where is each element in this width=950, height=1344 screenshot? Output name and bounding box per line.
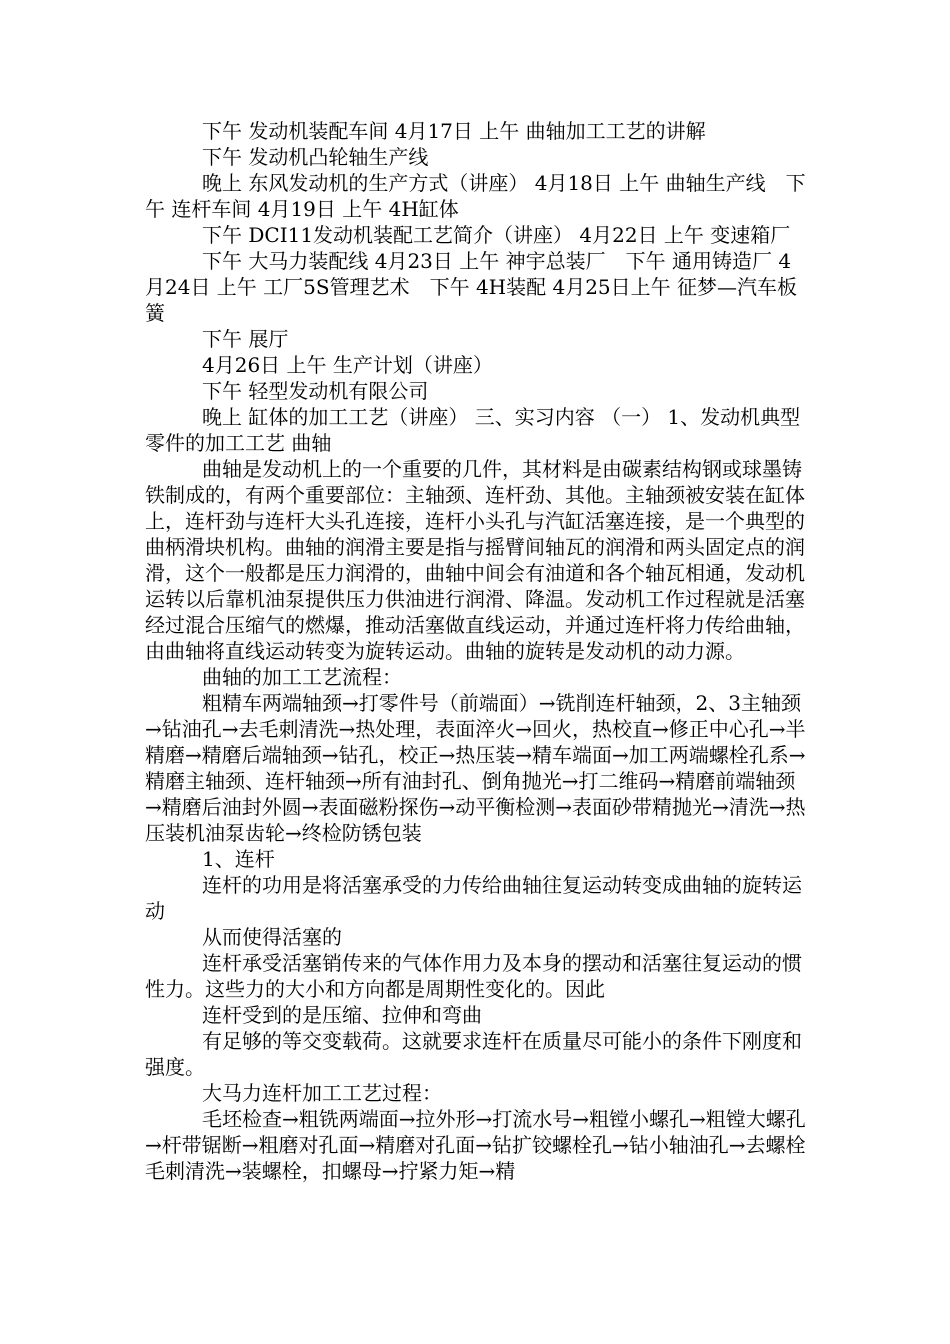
paragraph-light-engine: 下午 轻型发动机有限公司 xyxy=(202,379,429,403)
paragraph-rod-process-steps: 毛坯检查→粗铣两端面→拉外形→打流水号→粗镗小螺孔→粗镗大螺孔→杆带锯断→粗磨对孔面→精磨对孔面→钻扩铰螺栓孔→钻小轴油孔→去螺栓毛刺清洗→装螺栓，扣螺母→拧紧力矩→精 xyxy=(145,1107,806,1183)
paragraph-piston-note: 从而使得活塞的 xyxy=(202,925,342,949)
paragraph-connecting-rod-requirements: 有足够的等交变载荷。这就要求连杆在质量尽可能小的条件下刚度和强度。 xyxy=(145,1029,802,1079)
paragraph-showroom: 下午 展厅 xyxy=(202,327,289,351)
paragraph-schedule-apr17: 下午 发动机装配车间 4月17日 上午 曲轴加工工艺的讲解 xyxy=(202,119,706,143)
paragraph-schedule-apr23-25: 下午 大马力装配线 4月23日 上午 神宇总装厂 下午 通用铸造厂 4月24日 上午 工厂5S管理艺术 下午 4H装配 4月25日上午 征梦—汽车板簧 xyxy=(145,249,798,325)
paragraph-rod-process-title: 大马力连杆加工工艺过程： xyxy=(202,1081,442,1105)
paragraph-schedule-apr26: 4月26日 上午 生产计划（讲座） xyxy=(202,353,493,377)
paragraph-camshaft-line: 下午 发动机凸轮轴生产线 xyxy=(202,145,429,169)
paragraph-connecting-rod-forces: 连杆承受活塞销传来的气体作用力及本身的摆动和活塞往复运动的惯性力。这些力的大小和方向都是周期性变化的。因此 xyxy=(145,951,802,1001)
paragraph-section-heading: 晚上 缸体的加工工艺（讲座） 三、实习内容 （一） 1、发动机典型零件的加工工艺 曲轴 xyxy=(145,405,801,455)
paragraph-connecting-rod-function: 连杆的功用是将活塞承受的力传给曲轴往复运动转变成曲轴的旋转运动 xyxy=(145,873,802,923)
paragraph-crankshaft-description: 曲轴是发动机上的一个重要的几件，其材料是由碳素结构钢或球墨铸铁制成的，有两个重要部位：主轴颈、连杆劲、其他。主轴颈被安装在缸体上，连杆劲与连杆大头孔连接，连杆小头孔与汽缸活塞连接，是一个典型的曲柄滑块机构。曲轴的润滑主要是指与摇臂间轴瓦的润滑和两头固定点的润滑，这个一般都是压力润滑的，曲轴中间会有油道和各个轴瓦相通，发动机运转以后靠机油泵提供压力供油进行润滑、降温。发动机工作过程就是活塞经过混合压缩气的燃爆，推动活塞做直线运动，并通过连杆将力传给曲轴，由曲轴将直线运动转变为旋转运动。曲轴的旋转是发动机的动力源。 xyxy=(145,457,805,663)
paragraph-crankshaft-process-steps: 粗精车两端轴颈→打零件号（前端面）→铣削连杆轴颈，2、3主轴颈→钻油孔→去毛刺清洗→热处理，表面淬火→回火，热校直→修正中心孔→半精磨→精磨后端轴颈→钻孔，校正→热压装→精车端面→加工两端螺栓孔系→精磨主轴颈、连杆轴颈→所有油封孔、倒角抛光→打二维码→精磨前端轴颈→精磨后油封外圆→表面磁粉探伤→动平衡检测→表面砂带精抛光→清洗→热压装机油泵齿轮→终检防锈包装 xyxy=(145,691,806,845)
paragraph-connecting-rod-heading: 1、连杆 xyxy=(202,847,275,871)
paragraph-connecting-rod-loads: 连杆受到的是压缩、拉伸和弯曲 xyxy=(202,1003,482,1027)
paragraph-schedule-apr18-19: 晚上 东风发动机的生产方式（讲座） 4月18日 上午 曲轴生产线 下午 连杆车间 4月19日 上午 4H缸体 xyxy=(145,171,806,221)
paragraph-schedule-apr22: 下午 DCI11发动机装配工艺简介（讲座） 4月22日 上午 变速箱厂 xyxy=(202,223,791,247)
paragraph-crankshaft-process-title: 曲轴的加工工艺流程： xyxy=(202,665,402,689)
document-page xyxy=(145,118,810,1184)
